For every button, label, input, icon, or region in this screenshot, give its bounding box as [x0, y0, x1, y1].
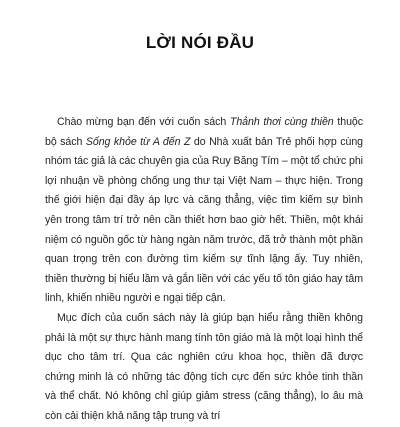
paragraph-intro [45, 113, 363, 309]
paragraph-intro-part1: Chào mừng bạn đến với cuốn sách [57, 116, 230, 128]
book-series-italic: Sống khỏe từ A đến Z [85, 135, 191, 148]
paragraph-purpose: Mục đích của cuốn sách này là giúp bạn hiểu rằng thiền không phải là một sự thực hành mang tính tôn giáo mà là một loại hình thể dục cho tâm trí. Qua các nghiên cứu khoa học, thiền đã được chứng minh là có những tác động tích cực đến sức khỏe tinh thần và thể chất. Nó không chỉ giúp giảm stress (căng thẳng), lo âu mà còn cải thiện khả năng tập trung và trí [45, 311, 363, 422]
body-text [45, 113, 363, 427]
paragraph-intro-part2: thuộc bộ sách [45, 116, 364, 148]
page-title: LỜI NÓI ĐẦU [145, 33, 255, 52]
book-title-italic: Thảnh thơi cùng thiền [229, 116, 334, 128]
paragraph-intro-part3: do Nhà xuất bản Trẻ phối hợp cùng nhóm tác giả là các chuyên gia của Ruy Băng Tím – một tổ chức phi lợi nhuận về phòng chống ung thư tại Việt Nam – thực hiện. Trong thế giới hiện đại đầy áp lực và căng thẳng, việc tìm kiếm sự bình yên trong tâm trí trở nên cần thiết hơn bao giờ hết. Thiền, một khái niệm có nguồn gốc từ hàng ngàn năm trước, đã trở thành một phần quan trọng trên con đường tìm kiếm sự tĩnh lặng ấy. Tuy nhiên, thiền thường bị hiểu lầm và gắn liền với các yếu tố tôn giáo hay tâm linh, khiến nhiều người e ngại tiếp cận. [45, 135, 363, 305]
